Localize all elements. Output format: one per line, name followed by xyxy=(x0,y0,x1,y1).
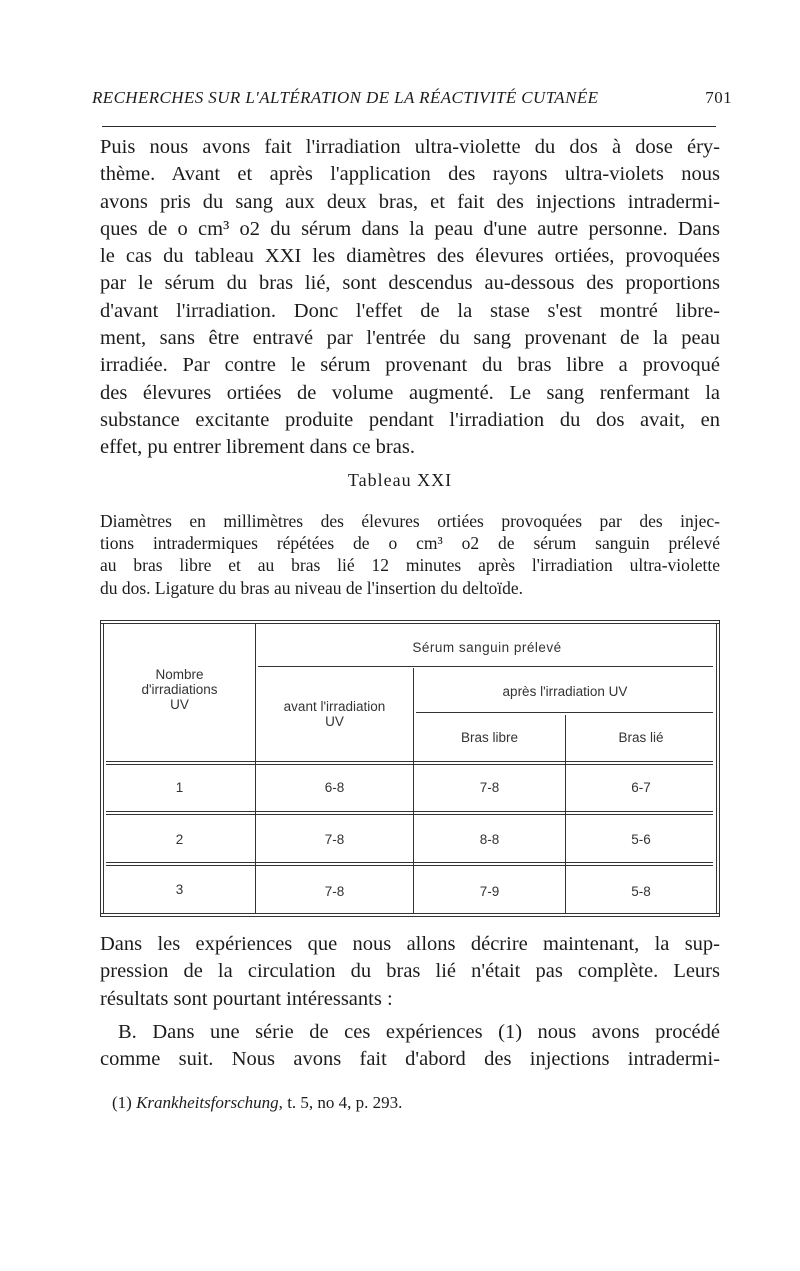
cell-free: 7-9 xyxy=(479,884,500,899)
header-number-line: Nombre xyxy=(155,667,204,682)
header-before xyxy=(256,699,413,729)
text-line: irradiée. Par contre le sérum provenant du bras libre a provoqué xyxy=(100,354,720,377)
header-bottom-rule xyxy=(106,764,713,765)
text-line: pression de la circulation du bras lié n'était pas complète. Leurs xyxy=(100,960,720,983)
table-border-right-inner xyxy=(716,623,717,913)
table-border-top xyxy=(100,620,720,621)
row-separator xyxy=(106,814,713,815)
table-border-top-inner xyxy=(100,623,720,624)
cell-n: 1 xyxy=(175,780,184,795)
caption-line: au bras libre et au bras lié 12 minutes après l'irradiation ultra-violette xyxy=(100,555,720,576)
footnote-reference: t. 5, no 4, p. 293. xyxy=(287,1093,403,1112)
table-border-bottom xyxy=(100,916,720,917)
text-line: comme suit. Nous avons fait d'abord des injections intradermi- xyxy=(100,1048,720,1071)
paragraph-3 xyxy=(100,1019,720,1074)
header-rule xyxy=(416,712,713,713)
text-line: effet, pu entrer librement dans ce bras. xyxy=(100,436,415,459)
cell-before: 7-8 xyxy=(324,832,345,847)
header-serum: Sérum sanguin prélevé xyxy=(412,640,562,655)
text-line: ment, sans être entravé par l'entrée du sang provenant de la peau xyxy=(100,327,720,350)
table-border-right xyxy=(719,620,720,917)
header-after: après l'irradiation UV xyxy=(502,684,628,699)
text-line: thème. Avant et après l'application des rayons ultra-violets nous xyxy=(100,163,720,186)
text-line: avons pris du sang aux deux bras, et fait des injections intradermi- xyxy=(100,190,720,213)
header-free-arm: Bras libre xyxy=(460,730,519,745)
text-line: le cas du tableau XXI les diamètres des élevures ortiées, provoquées xyxy=(100,245,720,268)
cell-n: 3 xyxy=(175,882,184,897)
cell-tied: 5-6 xyxy=(631,832,651,847)
header-tied-arm: Bras lié xyxy=(618,730,664,745)
header-bottom-rule xyxy=(106,761,713,762)
row-separator xyxy=(106,811,713,812)
table-caption xyxy=(100,510,720,599)
text-line: substance excitante produite pendant l'irradiation du dos avait, en xyxy=(100,408,720,431)
cell-tied: 6-7 xyxy=(631,780,651,795)
footnote xyxy=(112,1093,402,1113)
caption-line: du dos. Ligature du bras au niveau de l'insertion du deltoïde. xyxy=(100,577,524,598)
text-line: d'avant l'irradiation. Donc l'effet de la stase s'est montré libre- xyxy=(100,299,720,322)
cell-free: 8-8 xyxy=(479,832,500,847)
header-rule xyxy=(102,126,716,127)
text-line: Dans les expériences que nous allons décrire maintenant, la sup- xyxy=(100,933,720,955)
row-separator xyxy=(106,862,713,863)
table-border-bottom-inner xyxy=(100,913,720,914)
footnote-marker: (1) xyxy=(112,1093,132,1112)
cell-before: 6-8 xyxy=(324,780,345,795)
text-line: résultats sont pourtant intéressants : xyxy=(100,987,393,1010)
header-number-line: d'irradiations xyxy=(141,682,218,697)
cell-free: 7-8 xyxy=(479,780,500,795)
data-table xyxy=(100,620,720,918)
header-before-line: UV xyxy=(325,714,344,729)
text-line: ques de o cm³ o2 du sérum dans la peau d'une autre personne. Dans xyxy=(100,217,720,240)
caption-line: tions intradermiques répétées de o cm³ o2 de sérum sanguin prélevé xyxy=(100,533,720,554)
running-title: RECHERCHES SUR L'ALTÉRATION DE LA RÉACTIVITÉ CUTANÉE xyxy=(92,88,599,107)
row-separator xyxy=(106,865,713,866)
cell-tied: 5-8 xyxy=(631,884,651,899)
text-line: des élevures ortiées de volume augmenté. Le sang renfermant la xyxy=(100,381,720,404)
cell-n: 2 xyxy=(175,832,184,847)
header-number-line: UV xyxy=(170,697,189,712)
text-line: par le sérum du bras lié, sont descendus au-dessous des proportions xyxy=(100,272,720,295)
table-title: Tableau XXI xyxy=(347,470,453,490)
caption-line: Diamètres en millimètres des élevures ortiées provoquées par des injec- xyxy=(100,511,720,531)
text-line: Puis nous avons fait l'irradiation ultra-violette du dos à dose éry- xyxy=(100,136,720,158)
col-divider xyxy=(255,623,256,913)
footnote-journal: Krankheitsforschung, xyxy=(136,1093,283,1112)
text-line: B. Dans une série de ces expériences (1) nous avons procédé xyxy=(118,1021,720,1043)
paragraph-2 xyxy=(100,931,720,1013)
table-border-left xyxy=(100,620,101,917)
header-number xyxy=(104,667,255,712)
paragraph-1 xyxy=(100,134,720,462)
header-rule xyxy=(258,666,713,667)
header-before-line: avant l'irradiation xyxy=(283,699,386,714)
page-number: 701 xyxy=(705,88,732,107)
cell-before: 7-8 xyxy=(324,884,345,899)
